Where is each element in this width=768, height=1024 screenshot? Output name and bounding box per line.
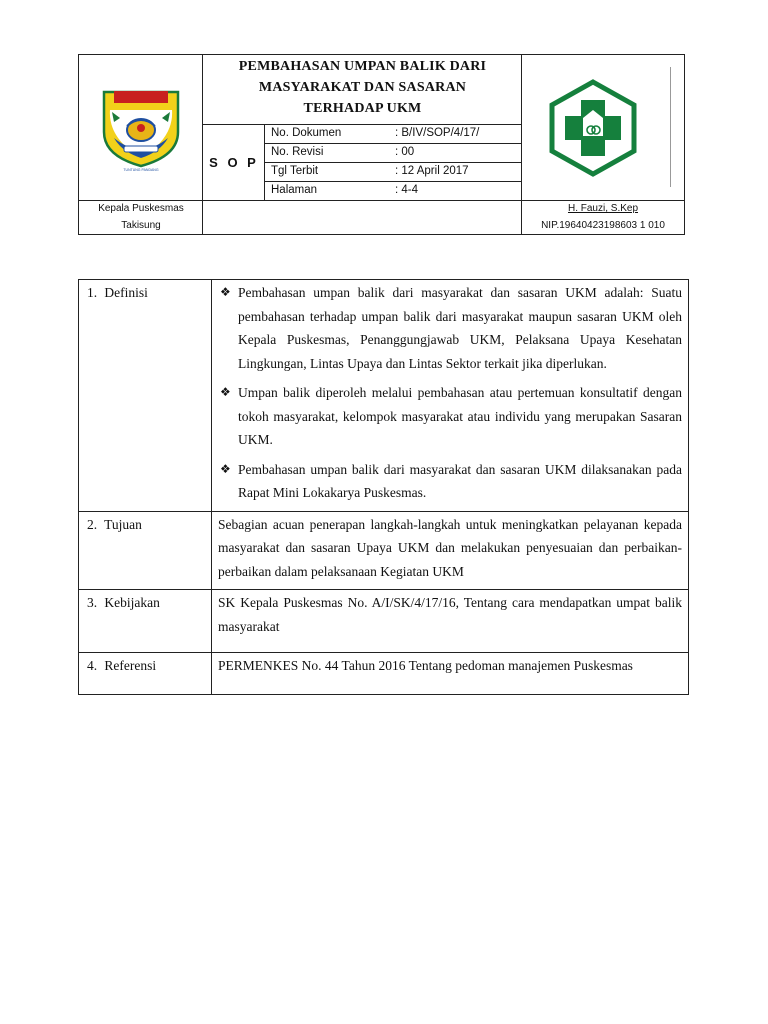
meta-key: No. Revisi xyxy=(271,146,324,158)
diamond-bullet-icon: ❖ xyxy=(220,285,231,299)
meta-value: : 4-4 xyxy=(395,184,419,196)
puskesmas-logo-cell xyxy=(522,55,684,200)
meta-row-dokumen xyxy=(265,124,522,143)
diamond-bullet-icon: ❖ xyxy=(220,385,231,399)
definition-bullet xyxy=(218,281,682,375)
signatory-title-line: Takisung xyxy=(121,220,161,231)
puskesmas-hexagon-cross-icon xyxy=(543,78,643,178)
bullet-text: Pembahasan umpan balik dari masyarakat dan sasaran UKM adalah: Suatu pembahasan terhadap umpan balik dari masyarakat maupun sasaran UKM oleh Kepala Puskesmas, Penanggungjawab UKM, Pelaksana Upaya Kesehatan Lingkungan, Lintas Upaya dan Lintas Sektor terkait jika diperlukan. xyxy=(238,285,682,371)
meta-key: Tgl Terbit xyxy=(271,165,319,177)
meta-value: : B/IV/SOP/4/17/ xyxy=(395,127,480,139)
meta-row-revisi xyxy=(265,143,522,162)
signatory-name: H. Fauzi, S.Kep xyxy=(567,203,639,214)
bullet-text: Pembahasan umpan balik dari masyarakat dan sasaran UKM dilaksanakan pada Rapat Mini Lokakarya Puskesmas. xyxy=(238,461,682,500)
signatory-title-line: Kepala Puskesmas xyxy=(98,203,184,214)
logo-ribbon-text: TUNTUNG PANDANG xyxy=(123,168,159,172)
meta-value: : 12 April 2017 xyxy=(395,165,469,177)
table-row-referensi xyxy=(79,653,689,695)
row-content xyxy=(212,280,689,512)
row-number: 4. xyxy=(87,658,98,673)
row-label-text: Referensi xyxy=(104,658,157,673)
signatory-block xyxy=(522,200,684,234)
row-label xyxy=(79,280,212,512)
document-title xyxy=(203,55,522,125)
row-number: 3. xyxy=(87,595,98,610)
sop-label: S O P xyxy=(209,154,259,170)
row-label xyxy=(79,511,212,590)
table-row-kebijakan xyxy=(79,590,689,653)
title-line: TERHADAP UKM xyxy=(303,101,422,116)
sop-header-table xyxy=(78,54,685,235)
sop-content-table xyxy=(78,279,689,695)
row-number: 2. xyxy=(87,516,98,532)
title-line: MASYARAKAT DAN SASARAN xyxy=(258,80,467,95)
tanah-laut-emblem-icon xyxy=(100,88,182,168)
meta-row-halaman xyxy=(265,181,522,200)
row-label-text: Kebijakan xyxy=(104,595,160,610)
definition-bullet xyxy=(218,458,682,505)
row-content: SK Kepala Puskesmas No. A/I/SK/4/17/16, Tentang cara mendapatkan umpat balik masyarakat xyxy=(212,590,689,653)
definition-bullet xyxy=(218,381,682,452)
title-line: PEMBAHASAN UMPAN BALIK DARI xyxy=(238,59,487,74)
signatory-title xyxy=(79,200,203,234)
meta-value: : 00 xyxy=(395,146,415,158)
row-label-text: Definisi xyxy=(104,285,148,300)
row-label xyxy=(79,653,212,695)
row-label xyxy=(79,590,212,653)
table-row-tujuan xyxy=(79,511,689,590)
row-content: Sebagian acuan penerapan langkah-langkah untuk meningkatkan pelayanan kepada masyarakat dan sasaran Upaya UKM dan melakukan penyesuaian dan perbaikan-perbaikan dalam pelaksanaan Kegiatan UKM xyxy=(212,511,689,590)
meta-key: Halaman xyxy=(271,184,318,196)
meta-key: No. Dokumen xyxy=(271,127,342,139)
table-row-definisi xyxy=(79,280,689,512)
signatory-nip: NIP.19640423198603 1 010 xyxy=(541,220,665,231)
row-label-text: Tujuan xyxy=(104,516,142,532)
row-content: PERMENKES No. 44 Tahun 2016 Tentang pedoman manajemen Puskesmas xyxy=(212,653,689,695)
row-number: 1. xyxy=(87,285,98,300)
diamond-bullet-icon: ❖ xyxy=(220,461,231,476)
bullet-text: Umpan balik diperoleh melalui pembahasan atau pertemuan konsultatif dengan tokoh masyarakat, kelompok masyarakat atau individu yang merupakan Sasaran UKM. xyxy=(238,385,682,447)
logo-caption: TANAH LAUT xyxy=(115,65,167,74)
regency-logo-cell xyxy=(79,55,203,200)
meta-row-terbit xyxy=(265,162,522,181)
